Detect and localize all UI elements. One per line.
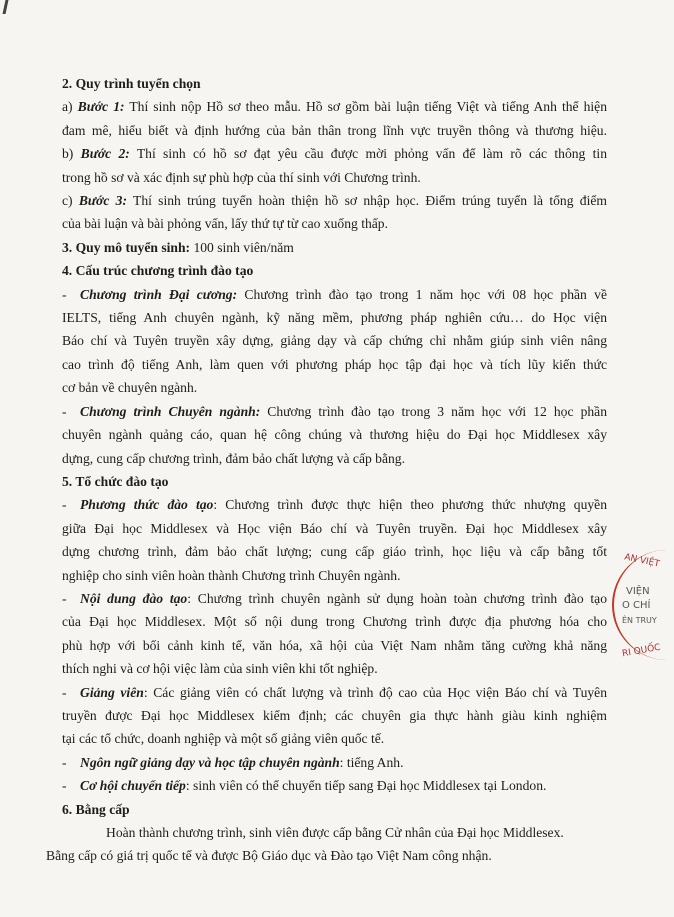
s5-item-1-line-1 (62, 493, 607, 516)
s5-item-4 (62, 751, 607, 774)
s5-item-2-line-4: thích nghi và cơ hội việc làm của sinh viên khi tốt nghiệp. (62, 661, 378, 677)
step-3-text: Thí sinh trúng tuyển hoàn thiện hồ sơ nhập học. Điểm trúng tuyển là tổng điểm (126, 193, 607, 209)
s4-item-2-line-2: chuyên ngành quảng cáo, quan hệ công chúng và thương hiệu do Đại học Middlesex xây (62, 427, 607, 443)
s5-item-2-line-3: phù hợp với bối cảnh kinh tế, văn hóa, xã hội của Việt Nam nhằm tăng cường khả năng (62, 637, 607, 653)
bullet: - (62, 684, 67, 700)
bullet: - (62, 778, 67, 794)
section-3 (62, 236, 607, 259)
s4-item-2-line-3: dựng, cung cấp chương trình, đảm bảo chất lượng và cấp bằng. (62, 450, 405, 466)
s5-item-2-line-2: của Đại học Middlesex. Một số nội dung trong Chương trình được địa phương hóa cho (62, 614, 607, 630)
s6-line-1: Hoàn thành chương trình, sinh viên được cấp bằng Cử nhân của Đại học Middlesex. (106, 825, 564, 840)
bullet: - (62, 497, 67, 513)
s4-item-2-label: Chương trình Chuyên ngành: (80, 403, 261, 419)
s5-item-2-text: : Chương trình chuyên ngành sử dụng hoàn toàn chương trình đào tạo (187, 590, 607, 606)
s5-item-5 (62, 774, 607, 797)
step-1-line-2: đam mê, hiểu biết và định hướng của bản thân trong lĩnh vực truyền thông và thương hiệu. (62, 122, 607, 138)
s5-item-1-line-3: dựng chương trình, đảm bảo chất lượng; cung cấp giáo trình, học liệu và cấp bằng tốt (62, 544, 607, 560)
bullet: - (62, 286, 67, 302)
bullet: - (62, 754, 67, 770)
s5-item-2-label: Nội dung đào tạo (80, 590, 188, 606)
step-3-line-1 (62, 189, 607, 212)
s5-item-3-line-1 (62, 681, 607, 704)
step-2-line-2: trong hồ sơ và xác định sự phù hợp của thí sinh với Chương trình. (62, 169, 421, 185)
s4-item-1-line-3: Báo chí và Tuyên truyền xây dựng, giảng dạy và cấp chứng chỉ nhằm giúp sinh viên nâng (62, 333, 607, 349)
s5-item-1-label: Phương thức đào tạo (80, 497, 214, 513)
s5-item-2-line-1 (62, 587, 607, 610)
s4-item-2-text: Chương trình đào tạo trong 3 năm học với 12 học phần (260, 403, 607, 419)
s5-item-1-line-2: giữa Đại học Middlesex và Học viện Báo chí và Tuyên truyền. Đại học Middlesex xây (62, 520, 607, 536)
seal-text-5: RI QUỐC (621, 642, 662, 660)
s5-item-5-text: : sinh viên có thể chuyển tiếp sang Đại học Middlesex tại London. (185, 778, 547, 794)
s5-item-4-text: : tiếng Anh. (339, 754, 404, 770)
seal-text-1: AN VIỆT (623, 552, 661, 570)
bullet: - (62, 403, 67, 419)
s4-item-1-line-1 (62, 283, 607, 306)
seal-text-3: O CHÍ (622, 600, 651, 611)
official-seal (612, 550, 674, 660)
s4-item-1-line-4: cao trình độ tiếng Anh, làm quen với phương pháp học tập đại học và tích lũy kiến thức (62, 356, 607, 372)
s5-item-1-line-4: nghiệp cho sinh viên hoàn thành Chương trình Chuyên ngành. (62, 567, 401, 583)
section-2-heading: 2. Quy trình tuyển chọn (62, 76, 201, 91)
section-3-value: 100 sinh viên/năm (190, 239, 294, 255)
step-1-label: Bước 1: (77, 99, 125, 115)
s5-item-3-line-3: tại các tổ chức, doanh nghiệp và một số giảng viên quốc tế. (62, 731, 385, 747)
s4-item-1-label: Chương trình Đại cương: (80, 286, 238, 302)
step-1-text: Thí sinh nộp Hồ sơ theo mẫu. Hồ sơ gồm bài luận tiếng Việt và tiếng Anh thể hiện (124, 99, 608, 115)
bullet: - (62, 590, 67, 606)
section-5-heading: 5. Tổ chức đào tạo (62, 473, 169, 489)
seal-text-4: ÊN TRUY (622, 616, 657, 625)
s4-item-2-line-1 (62, 400, 607, 423)
s5-item-3-line-2: truyền được Đại học Middlesex kiểm định; các chuyên gia thực hành giàu kinh nghiệm (62, 707, 607, 723)
s5-item-1-text: : Chương trình được thực hiện theo phương thức nhượng quyền (213, 497, 607, 513)
seal-text-2: VIỆN (626, 586, 650, 597)
s4-item-1-line-2: IELTS, tiếng Anh chuyên ngành, kỹ năng mềm, phương pháp nghiên cứu… do Học viện (62, 310, 607, 326)
s5-item-5-label: Cơ hội chuyển tiếp (80, 778, 186, 794)
item-label: c) (62, 193, 73, 209)
document-body (46, 72, 608, 868)
section-3-heading: 3. Quy mô tuyển sinh: (62, 239, 191, 255)
s4-item-1-text: Chương trình đào tạo trong 1 năm học với 08 học phần về (237, 286, 607, 302)
s5-item-3-text: : Các giảng viên có chất lượng và trình độ cao của Học viện Báo chí và Tuyên (143, 684, 607, 700)
section-4-heading: 4. Cấu trúc chương trình đào tạo (62, 263, 254, 279)
step-3-label: Bước 3: (78, 193, 127, 209)
step-3-line-2: của bài luận và bài phỏng vấn, lấy thứ tự từ cao xuống thấp. (62, 216, 388, 232)
section-6-heading: 6. Bằng cấp (62, 801, 130, 817)
s5-item-4-label: Ngôn ngữ giảng dạy và học tập chuyên ngành (80, 754, 340, 770)
step-2-line-1 (62, 142, 607, 165)
s5-item-3-label: Giảng viên (80, 684, 144, 700)
s4-item-1-line-5: cơ bản về chuyên ngành. (62, 380, 198, 396)
step-2-label: Bước 2: (80, 146, 130, 162)
scan-mark (3, 0, 17, 14)
step-2-text: Thí sinh có hồ sơ đạt yêu cầu được mời phỏng vấn để làm rõ các thông tin (129, 146, 607, 162)
step-1-line-1 (62, 95, 607, 118)
item-label: a) (62, 99, 73, 115)
item-label: b) (62, 146, 74, 162)
s6-line-2: Bằng cấp có giá trị quốc tế và được Bộ Giáo dục và Đào tạo Việt Nam công nhận. (46, 848, 492, 864)
